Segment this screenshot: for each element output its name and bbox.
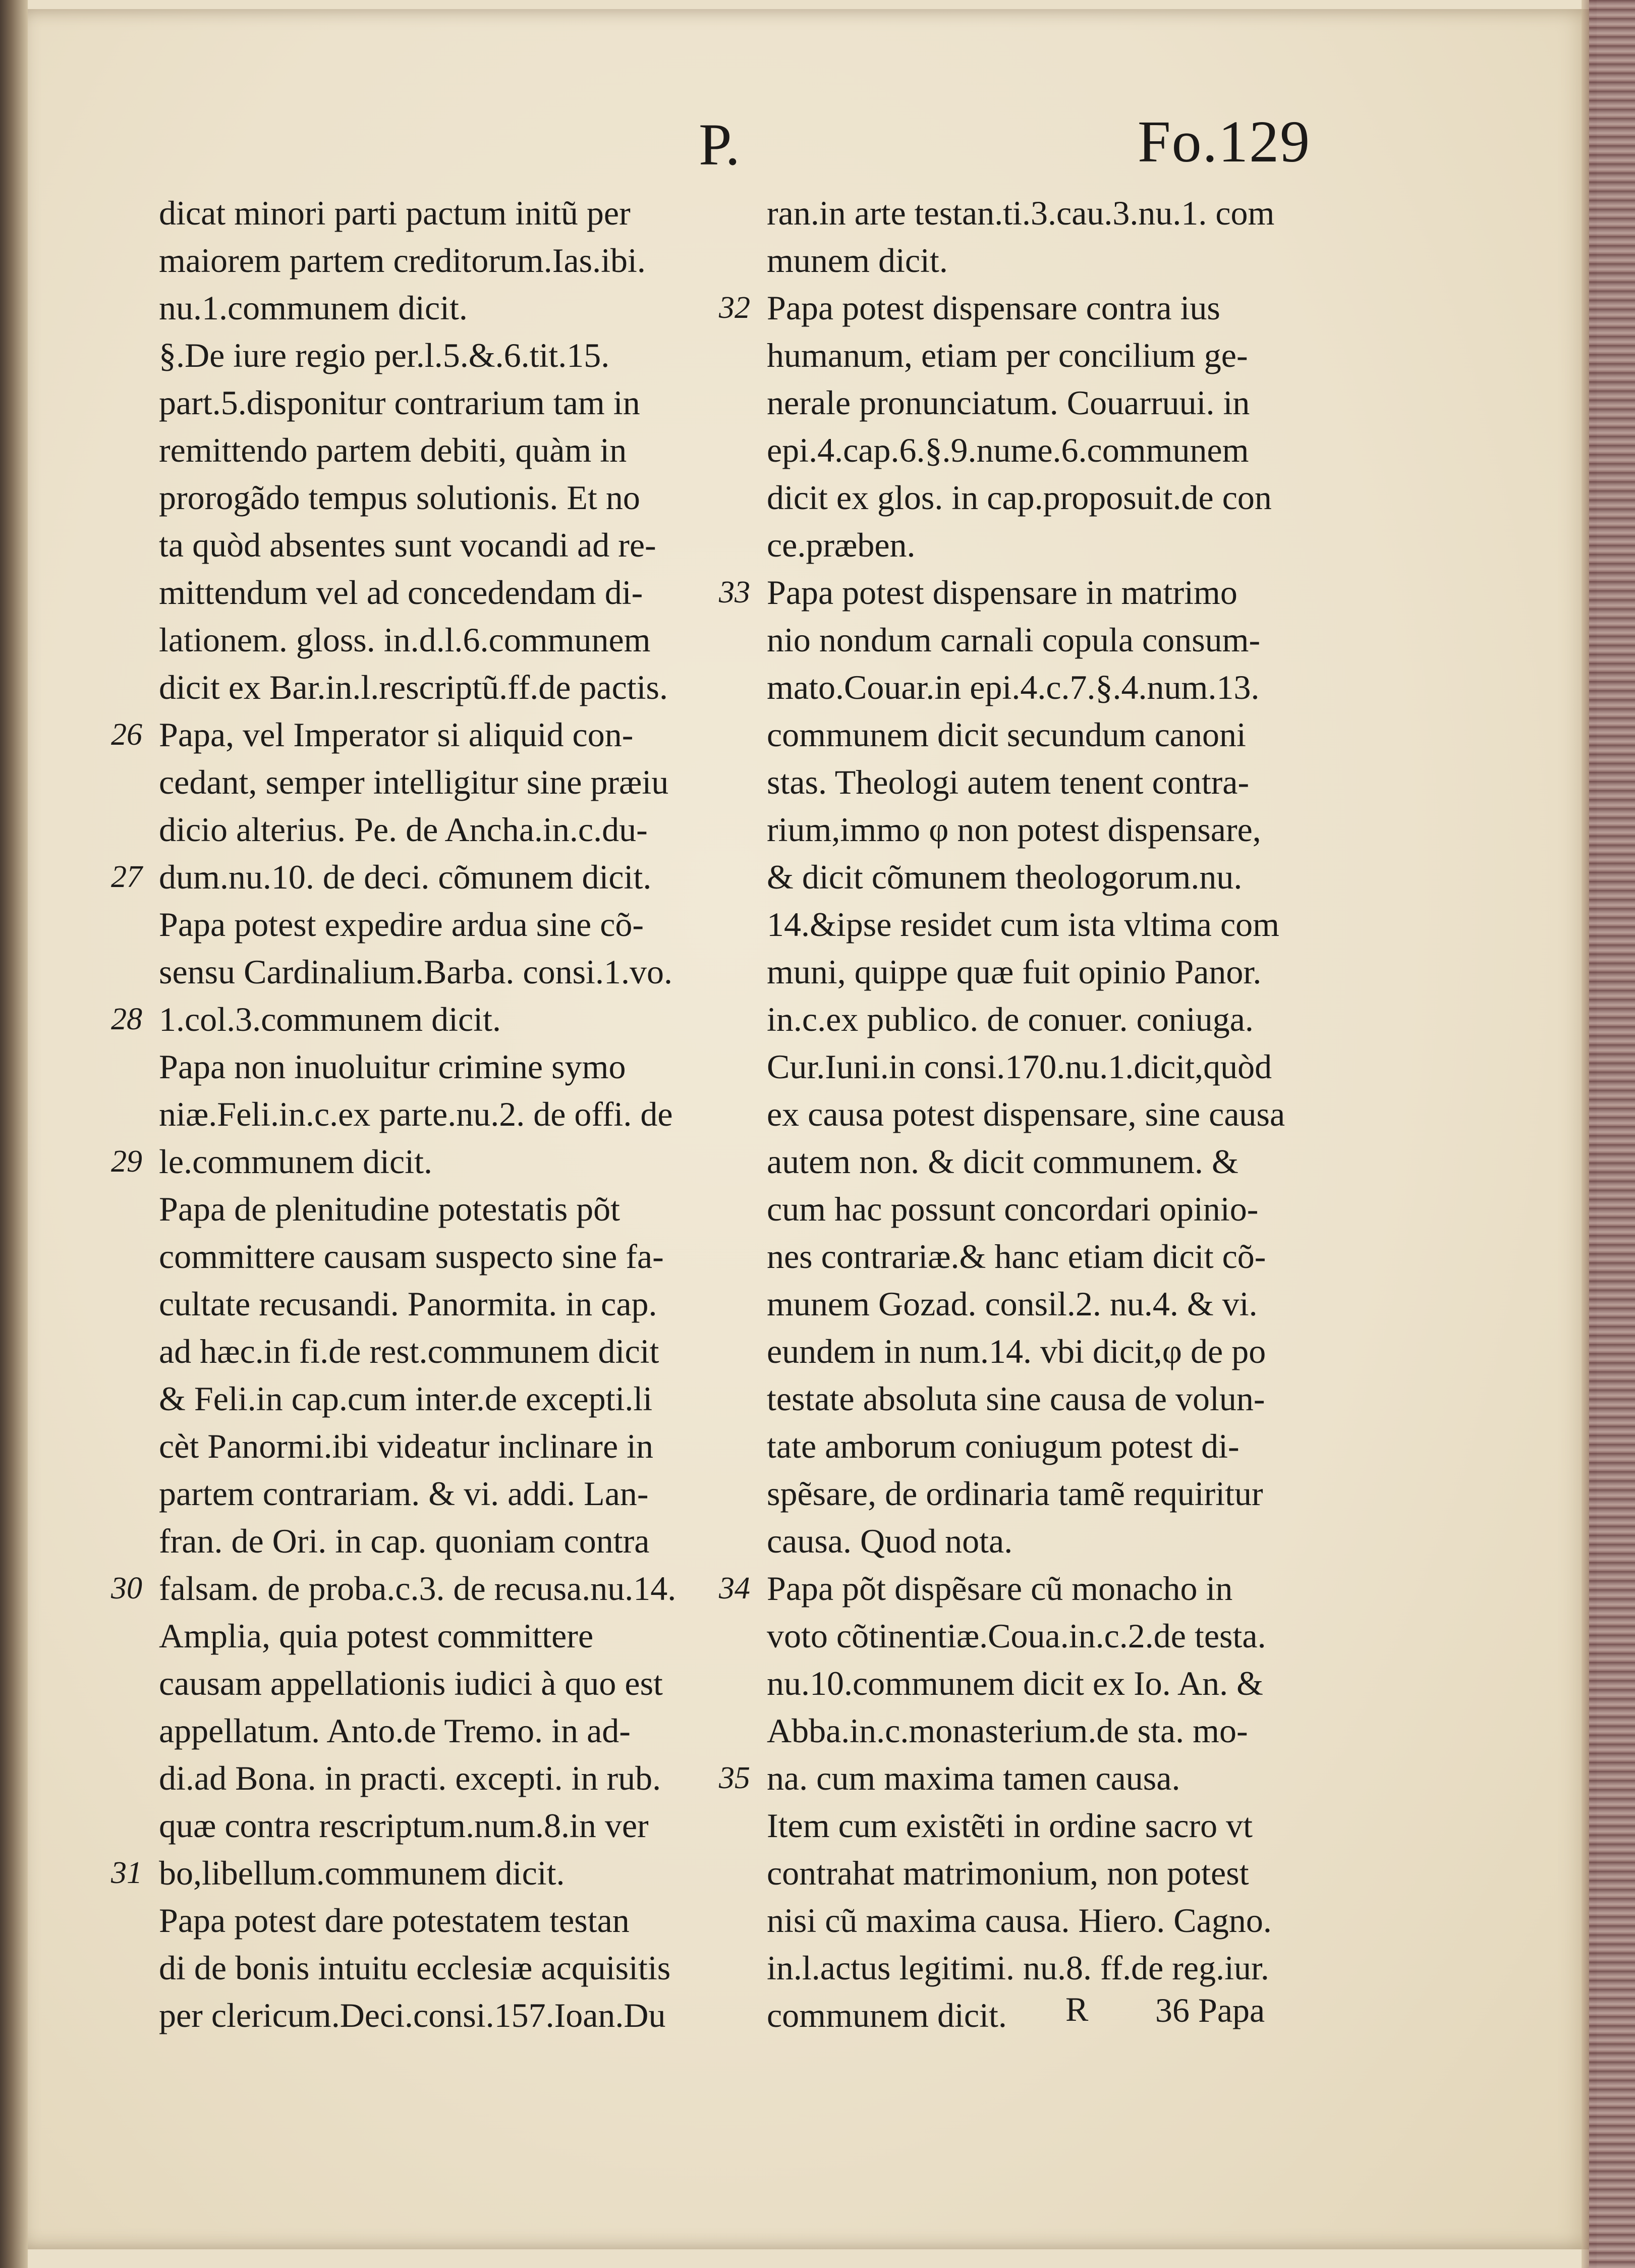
text-line: Papa potest dare potestatem testan — [159, 1901, 630, 1940]
paragraph-number: 33 — [719, 575, 750, 610]
text-line: epi.4.cap.6.§.9.nume.6.communem — [767, 431, 1249, 469]
paragraph-number: 27 — [111, 860, 142, 894]
text-line: causa. Quod nota. — [767, 1522, 1013, 1560]
text-line: partem contrariam. & vi. addi. Lan- — [159, 1474, 649, 1513]
text-line: munem dicit. — [767, 241, 948, 280]
text-line: ad hæc.in fi.de rest.communem dicit — [159, 1332, 659, 1370]
text-line: testate absoluta sine causa de volun- — [767, 1379, 1265, 1418]
paragraph-number: 26 — [111, 717, 142, 752]
text-line: Papa non inuoluitur crimine symo — [159, 1047, 626, 1086]
text-line: nio nondum carnali copula consum- — [767, 621, 1261, 659]
text-line: part.5.disponitur contrarium tam in — [159, 383, 640, 422]
text-line: nisi cũ maxima causa. Hiero. Cagno. — [767, 1901, 1272, 1940]
text-line: prorogãdo tempus solutionis. Et no — [159, 478, 640, 517]
text-line: na. cum maxima tamen causa. — [767, 1759, 1180, 1797]
text-line: eundem in num.14. vbi dicit,φ de po — [767, 1332, 1266, 1370]
text-line: causam appellationis iudici à quo est — [159, 1664, 663, 1702]
text-line: 14.&ipse residet cum ista vltima com — [767, 905, 1280, 944]
text-line: autem non. & dicit communem. & — [767, 1142, 1238, 1181]
text-line: falsam. de proba.c.3. de recusa.nu.14. — [159, 1569, 676, 1608]
text-line: mato.Couar.in epi.4.c.7.§.4.num.13. — [767, 668, 1260, 706]
paragraph-number: 30 — [111, 1571, 142, 1606]
text-line: le.communem dicit. — [159, 1142, 432, 1181]
left-column — [159, 189, 724, 2039]
text-line: humanum, etiam per concilium ge- — [767, 336, 1248, 374]
page-stack-edge — [1589, 0, 1635, 2268]
text-line: communem dicit secundum canoni — [767, 715, 1246, 754]
text-line: cedant, semper intelligitur sine præiu — [159, 763, 669, 801]
text-line: dicat minori parti pactum initũ per — [159, 194, 631, 232]
text-line: bo,libellum.communem dicit. — [159, 1854, 565, 1892]
text-line: appellatum. Anto.de Tremo. in ad- — [159, 1711, 631, 1750]
text-line: contrahat matrimonium, non potest — [767, 1854, 1249, 1892]
text-line: lationem. gloss. in.d.l.6.communem — [159, 621, 651, 659]
paragraph-number: 35 — [719, 1761, 750, 1795]
text-line: Papa de plenitudine potestatis põt — [159, 1190, 621, 1228]
text-line: voto cõtinentiæ.Coua.in.c.2.de testa. — [767, 1617, 1266, 1655]
text-line: remittendo partem debiti, quàm in — [159, 431, 627, 469]
text-line: ce.præben. — [767, 526, 916, 564]
folio-number: Fo.129 — [1138, 108, 1311, 175]
text-line: cum hac possunt concordari opinio- — [767, 1190, 1259, 1228]
text-line: mittendum vel ad concedendam di- — [159, 573, 643, 612]
text-line: cultate recusandi. Panormita. in cap. — [159, 1285, 657, 1323]
text-line: & dicit cõmunem theologorum.nu. — [767, 858, 1243, 896]
text-line: dicio alterius. Pe. de Ancha.in.c.du- — [159, 810, 648, 849]
text-line: nu.10.communem dicit ex Io. An. & — [767, 1664, 1263, 1702]
running-head-letter: P. — [699, 112, 741, 178]
text-line: rium,immo φ non potest dispensare, — [767, 810, 1261, 849]
text-line: Papa, vel Imperator si aliquid con- — [159, 715, 634, 754]
text-line: §.De iure regio per.l.5.&.6.tit.15. — [159, 336, 610, 374]
text-line: per clericum.Deci.consi.157.Ioan.Du — [159, 1996, 666, 2034]
text-line: quæ contra rescriptum.num.8.in ver — [159, 1806, 649, 1845]
right-column — [767, 189, 1332, 2039]
text-line: Papa potest expedire ardua sine cõ- — [159, 905, 644, 944]
text-line: & Feli.in cap.cum inter.de excepti.li — [159, 1379, 653, 1418]
text-line: nes contrariæ.& hanc etiam dicit cõ- — [767, 1237, 1266, 1276]
text-line: Abba.in.c.monasterium.de sta. mo- — [767, 1711, 1248, 1750]
paragraph-number: 29 — [111, 1144, 142, 1179]
text-line: cèt Panormi.ibi videatur inclinare in — [159, 1427, 654, 1465]
text-line: tate amborum coniugum potest di- — [767, 1427, 1239, 1465]
text-line: fran. de Ori. in cap. quoniam contra — [159, 1522, 650, 1560]
text-line: muni, quippe quæ fuit opinio Panor. — [767, 953, 1262, 991]
text-line: ran.in arte testan.ti.3.cau.3.nu.1. com — [767, 194, 1275, 232]
text-line: Amplia, quia potest committere — [159, 1617, 594, 1655]
text-line: niæ.Feli.in.c.ex parte.nu.2. de offi. de — [159, 1095, 673, 1133]
text-line: spẽsare, de ordinaria tamẽ requiritur — [767, 1474, 1263, 1513]
text-line: nu.1.communem dicit. — [159, 289, 468, 327]
text-line: di de bonis intuitu ecclesiæ acquisitis — [159, 1949, 671, 1987]
text-line: stas. Theologi autem tenent contra- — [767, 763, 1250, 801]
catchword: 36 Papa — [1155, 1991, 1265, 2029]
text-line: Papa põt dispẽsare cũ monacho in — [767, 1569, 1233, 1608]
text-line: Papa potest dispensare contra ius — [767, 289, 1220, 327]
text-line: sensu Cardinalium.Barba. consi.1.vo. — [159, 953, 672, 991]
paragraph-number: 28 — [111, 1002, 142, 1036]
paragraph-number: 34 — [719, 1571, 750, 1606]
text-line: committere causam suspecto sine fa- — [159, 1237, 664, 1276]
text-line: dicit ex glos. in cap.proposuit.de con — [767, 478, 1272, 517]
text-line: dicit ex Bar.in.l.rescriptũ.ff.de pactis. — [159, 668, 668, 706]
text-line: dum.nu.10. de deci. cõmunem dicit. — [159, 858, 652, 896]
text-line: ta quòd absentes sunt vocandi ad re- — [159, 526, 656, 564]
text-line: in.l.actus legitimi. nu.8. ff.de reg.iur. — [767, 1949, 1269, 1987]
text-line: Cur.Iuni.in consi.170.nu.1.dicit,quòd — [767, 1047, 1272, 1086]
paragraph-number: 31 — [111, 1856, 142, 1890]
signature-mark: R — [1065, 1990, 1089, 2028]
text-line: communem dicit. — [767, 1996, 1007, 2034]
text-line: Item cum existẽti in ordine sacro vt — [767, 1806, 1253, 1845]
text-line: ex causa potest dispensare, sine causa — [767, 1095, 1285, 1133]
binding-gutter — [0, 0, 28, 2268]
text-line: in.c.ex publico. de conuer. coniuga. — [767, 1000, 1254, 1038]
text-line: maiorem partem creditorum.Ias.ibi. — [159, 241, 646, 280]
paragraph-number: 32 — [719, 291, 750, 325]
text-line: Papa potest dispensare in matrimo — [767, 573, 1237, 612]
text-line: 1.col.3.communem dicit. — [159, 1000, 501, 1038]
text-line: di.ad Bona. in practi. excepti. in rub. — [159, 1759, 661, 1797]
text-line: munem Gozad. consil.2. nu.4. & vi. — [767, 1285, 1258, 1323]
text-line: nerale pronunciatum. Couarruui. in — [767, 383, 1250, 422]
